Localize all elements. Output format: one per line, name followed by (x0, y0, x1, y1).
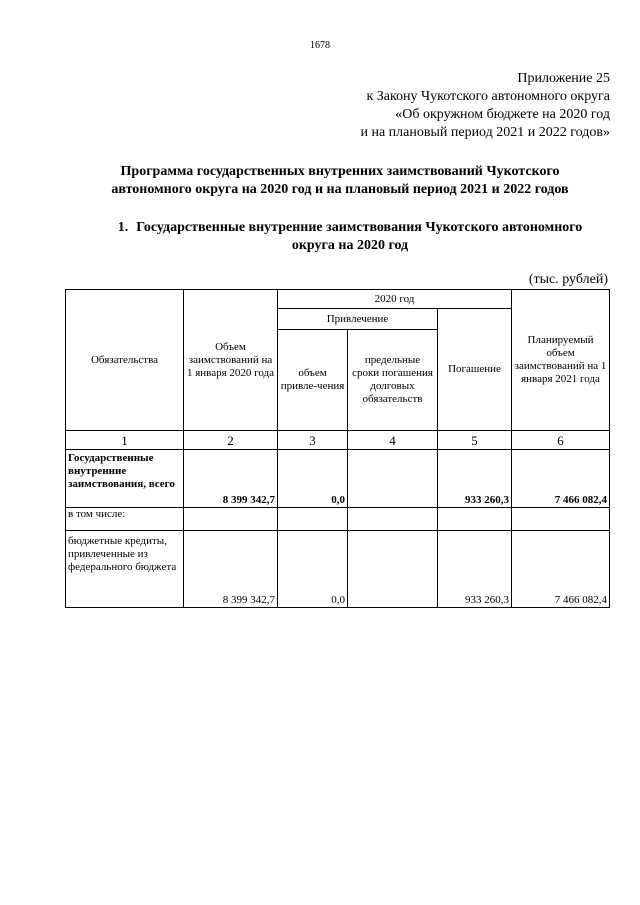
column-number: 5 (438, 431, 512, 450)
appendix-line: Приложение 25 (517, 71, 610, 86)
cell-attraction: 0,0 (278, 531, 348, 608)
header-year-group: 2020 год (278, 290, 512, 309)
empty-cell (184, 508, 278, 531)
header-attraction-volume: объем привле-чения (278, 330, 348, 431)
header-volume-start: Объем заимствований на 1 января 2020 года (184, 290, 278, 431)
header-repayment-terms: предельные сроки погашения долговых обязательств (348, 330, 438, 431)
empty-cell (278, 508, 348, 531)
header-attraction: Привлечение (278, 309, 438, 330)
appendix-line: к Закону Чукотского автономного округа (366, 89, 610, 104)
column-number: 3 (278, 431, 348, 450)
document-title-line: Программа государственных внутренних заимствований Чукотского (120, 164, 560, 179)
cell-repayment: 933 260,3 (438, 450, 512, 508)
cell-planned: 7 466 082,4 (512, 450, 610, 508)
header-repayment: Погашение (438, 309, 512, 431)
section-title-line: округа на 2020 год (291, 238, 409, 253)
empty-cell (512, 508, 610, 531)
empty-cell (438, 508, 512, 531)
cell-volume-start: 8 399 342,7 (184, 450, 278, 508)
appendix-line: «Об окружном бюджете на 2020 год (395, 107, 610, 122)
column-number: 1 (66, 431, 184, 450)
column-number: 4 (348, 431, 438, 450)
empty-cell (348, 508, 438, 531)
cell-terms (348, 531, 438, 608)
table-row-including (66, 508, 610, 531)
section-number: 1. (117, 220, 129, 235)
appendix-block (210, 70, 610, 142)
cell-terms (348, 450, 438, 508)
section-title (80, 219, 620, 255)
borrowings-table (65, 289, 610, 608)
units-label: (тыс. рублей) (528, 272, 608, 287)
header-planned-volume: Планируемый объем заимствований на 1 января 2021 года (512, 290, 610, 431)
table-row-total (66, 450, 610, 508)
document-title-line: автономного округа на 2020 год и на плановый период 2021 и 2022 годов (111, 182, 569, 197)
column-number-row (66, 431, 610, 450)
table-row-federal (66, 531, 610, 608)
appendix-line: и на плановый период 2021 и 2022 годов» (360, 125, 610, 140)
cell-planned: 7 466 082,4 (512, 531, 610, 608)
page-number: 1678 (310, 40, 330, 51)
column-number: 2 (184, 431, 278, 450)
cell-volume-start: 8 399 342,7 (184, 531, 278, 608)
row-label: бюджетные кредиты, привлеченные из федерального бюджета (66, 531, 184, 608)
cell-repayment: 933 260,3 (438, 531, 512, 608)
row-label: Государственные внутренние заимствования, всего (66, 450, 184, 508)
document-title (60, 163, 620, 199)
section-title-line: Государственные внутренние заимствования Чукотского автономного (136, 220, 583, 235)
header-obligations: Обязательства (66, 290, 184, 431)
row-label: в том числе: (66, 508, 184, 531)
cell-attraction: 0,0 (278, 450, 348, 508)
column-number: 6 (512, 431, 610, 450)
